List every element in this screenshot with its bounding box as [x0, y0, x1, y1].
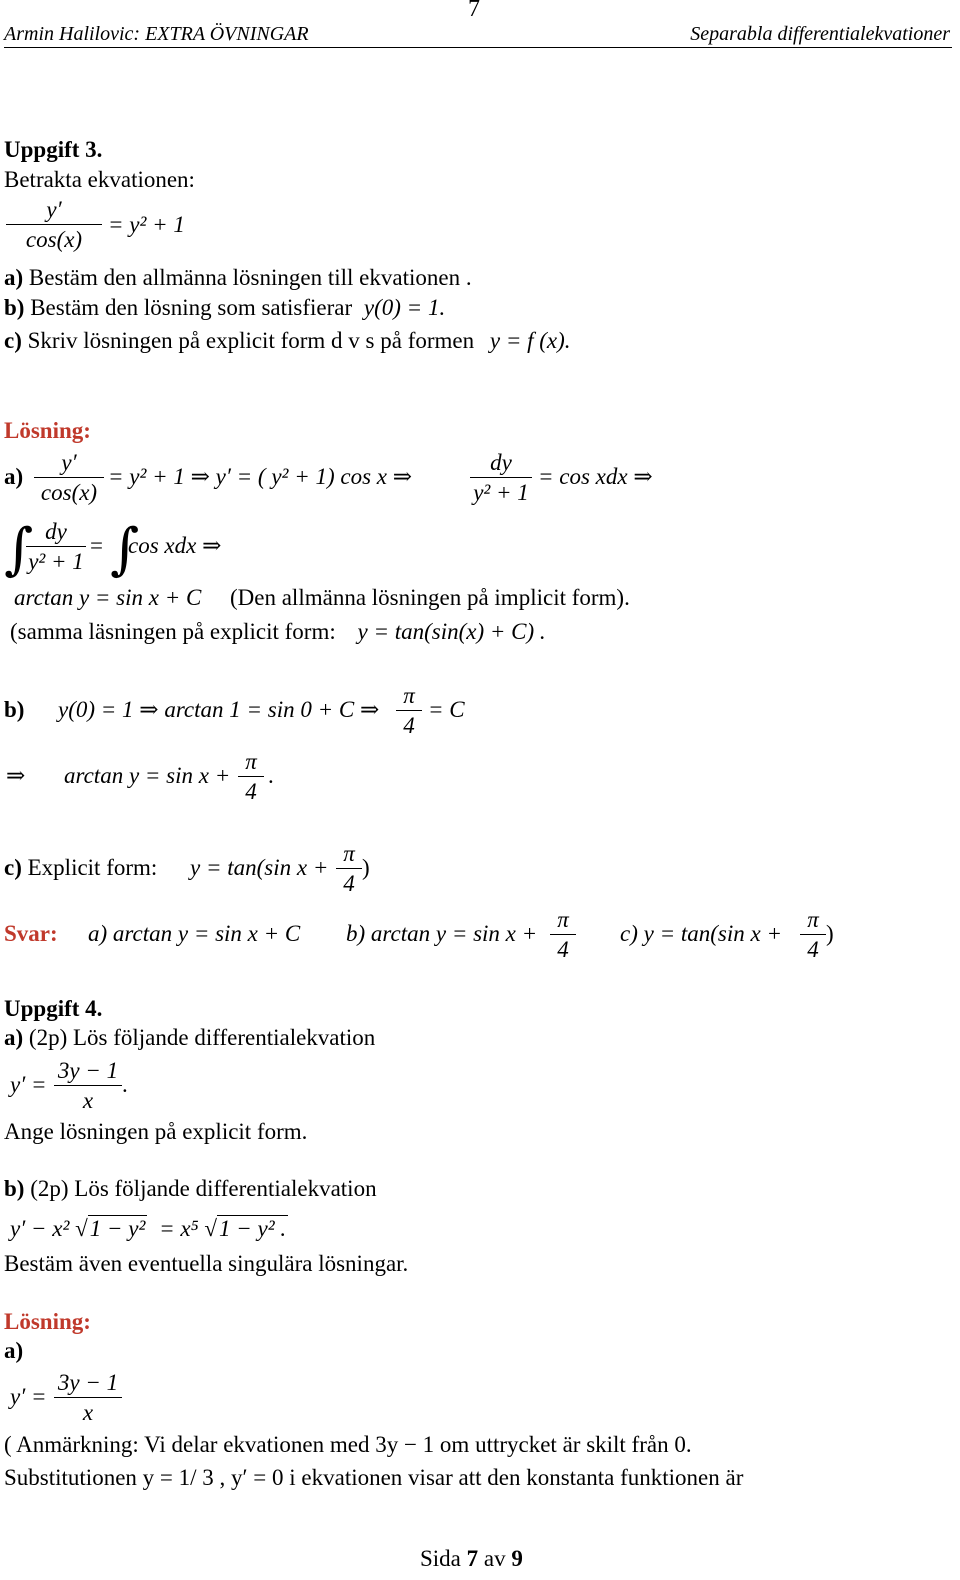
sol3-explicit-note — [10, 619, 546, 645]
sol3-line1-middle: = y² + 1 ⇒ y′ = ( y² + 1) cos x ⇒ — [108, 464, 413, 489]
sol3-b-pi-fraction — [396, 682, 422, 741]
sqrt-radicand: 1 − y² — [89, 1216, 146, 1241]
denominator: 4 — [807, 937, 819, 962]
denominator: cos(x) — [40, 480, 98, 505]
sol4-fraction — [54, 1369, 122, 1428]
task4-a-end: . — [122, 1072, 128, 1097]
task4-a-lhs: y′ = — [10, 1072, 47, 1097]
item-math: y(0) = 1. — [363, 295, 446, 320]
footer-total: 9 — [511, 1546, 523, 1571]
sqrt-radicand: 1 − y² . — [218, 1216, 287, 1241]
task4-title: Uppgift 4. — [4, 996, 103, 1021]
header-rule — [4, 47, 952, 48]
sol3-line2-equals: = — [90, 533, 103, 558]
footer-current: 7 — [466, 1546, 479, 1571]
item-label: c) — [4, 328, 22, 353]
integral-sign: ∫ — [110, 517, 140, 582]
task3-intro: Betrakta ekvationen: — [4, 167, 195, 192]
task3-equation-fraction — [6, 196, 102, 255]
task4-b-instruction: Bestäm även eventuella singulära lösningar. — [4, 1251, 409, 1276]
item-text: Bestäm den allmänna lösningen till ekvationen . — [28, 265, 472, 290]
note-text: (samma läsningen på explicit form: — [10, 619, 336, 644]
answer-c-fraction — [800, 906, 826, 965]
numerator: 3y − 1 — [54, 1369, 122, 1398]
header-right: Separabla differentialekvationer — [690, 23, 950, 45]
note-math: y = tan(sin(x) + C) . — [357, 619, 546, 644]
denominator: x — [82, 1400, 94, 1425]
denominator: 4 — [557, 937, 569, 962]
sol3-b-line1-end: = C — [428, 697, 465, 722]
answer-b-fraction — [550, 906, 576, 965]
numerator: π — [550, 906, 576, 935]
denominator: y² + 1 — [473, 480, 529, 505]
sol3-b-label: b) — [4, 697, 25, 722]
item-label: b) — [4, 295, 25, 320]
sol3-fraction-2 — [470, 449, 532, 508]
sol3-b-line2: arctan y = sin x + — [64, 763, 231, 788]
item-text: (2p) Lös följande differentialekvation — [28, 1025, 376, 1050]
sol3-implicit-solution: arctan y = sin x + C — [14, 585, 202, 610]
task3-equation-rhs: = y² + 1 — [108, 212, 185, 237]
task3-c — [4, 328, 571, 354]
item-label: c) — [4, 855, 22, 880]
sol3-c-line — [4, 855, 157, 881]
item-math: y = f (x). — [489, 328, 571, 353]
numerator: π — [800, 906, 826, 935]
solution4-title: Lösning: — [4, 1309, 91, 1334]
denominator: y² + 1 — [28, 549, 84, 574]
page-number: 7 — [468, 0, 480, 22]
numerator: π — [396, 682, 422, 711]
sol4-note-1: ( Anmärkning: Vi delar ekvationen med 3y − 1 om uttrycket är skilt från 0. — [4, 1432, 692, 1457]
sol3-line1-end: = cos xdx ⇒ — [538, 464, 653, 489]
task4-a-instruction: Ange lösningen på explicit form. — [4, 1119, 308, 1144]
sqrt-sign: √ — [204, 1216, 217, 1241]
numerator: dy — [470, 449, 532, 478]
task4-b-equation — [10, 1216, 288, 1242]
task3-b — [4, 295, 445, 321]
numerator: y′ — [6, 196, 102, 225]
denominator: cos(x) — [25, 227, 83, 252]
denominator: 4 — [245, 779, 257, 804]
item-text: Explicit form: — [27, 855, 158, 880]
sol3-b-line1: y(0) = 1 ⇒ arctan 1 = sin 0 + C ⇒ — [58, 697, 380, 722]
sqrt-sign: √ — [75, 1216, 88, 1241]
numerator: π — [238, 748, 264, 777]
item-label: b) — [4, 1176, 25, 1201]
task4-a — [4, 1025, 375, 1051]
sol3-c-fraction — [336, 840, 362, 899]
footer-prefix: Sida — [420, 1546, 461, 1571]
sol3-b-line2-end: . — [268, 763, 274, 788]
task3-title: Uppgift 3. — [4, 137, 103, 162]
sol4-note-2: Substitutionen y = 1/ 3 , y′ = 0 i ekvationen visar att den konstanta funktionen är — [4, 1465, 744, 1490]
sol3-c-end: ) — [362, 855, 370, 880]
sol3-fraction-1 — [34, 449, 104, 508]
task3-a — [4, 265, 472, 291]
sol4-lhs: y′ = — [10, 1384, 47, 1409]
numerator: y′ — [34, 449, 104, 478]
header-left: Armin Halilovic: EXTRA ÖVNINGAR — [4, 23, 309, 45]
sol3-c-math: y = tan(sin x + — [190, 855, 329, 880]
denominator: 4 — [343, 871, 355, 896]
task4-a-fraction — [54, 1057, 122, 1116]
integral-sign: ∫ — [4, 517, 34, 582]
implies-arrow: ⇒ — [6, 763, 26, 788]
numerator: 3y − 1 — [54, 1057, 122, 1086]
task4-b — [4, 1176, 377, 1202]
footer-middle: av — [483, 1546, 506, 1571]
sol3-b-line2-fraction — [238, 748, 264, 807]
sol3-line2-rest: cos xdx ⇒ — [128, 533, 222, 558]
item-label: a) — [4, 265, 24, 290]
item-text: (2p) Lös följande differentialekvation — [30, 1176, 377, 1201]
sol3-implicit-note: (Den allmänna lösningen på implicit form). — [230, 585, 630, 610]
solution3-title: Lösning: — [4, 418, 91, 443]
item-text: Skriv lösningen på explicit form d v s på formen — [27, 328, 475, 353]
solution3-a-label: a) — [4, 464, 24, 489]
answer-b: b) arctan y = sin x + — [346, 921, 538, 946]
eq-part: y′ − x² — [10, 1216, 70, 1241]
numerator: dy — [26, 518, 86, 547]
answer-a: a) arctan y = sin x + C — [88, 921, 301, 946]
item-text: Bestäm den lösning som satisfierar — [30, 295, 353, 320]
answer-c: c) y = tan(sin x + — [620, 921, 782, 946]
page-footer — [420, 1546, 523, 1572]
denominator: 4 — [403, 713, 415, 738]
answer-label: Svar: — [4, 921, 58, 946]
denominator: x — [82, 1088, 94, 1113]
answer-c-end: ) — [826, 921, 834, 946]
item-label: a) — [4, 1025, 24, 1050]
numerator: π — [336, 840, 362, 869]
sol3-integral-fraction — [26, 518, 86, 577]
eq-part: = x⁵ — [159, 1216, 199, 1241]
solution4-a-label: a) — [4, 1338, 24, 1363]
